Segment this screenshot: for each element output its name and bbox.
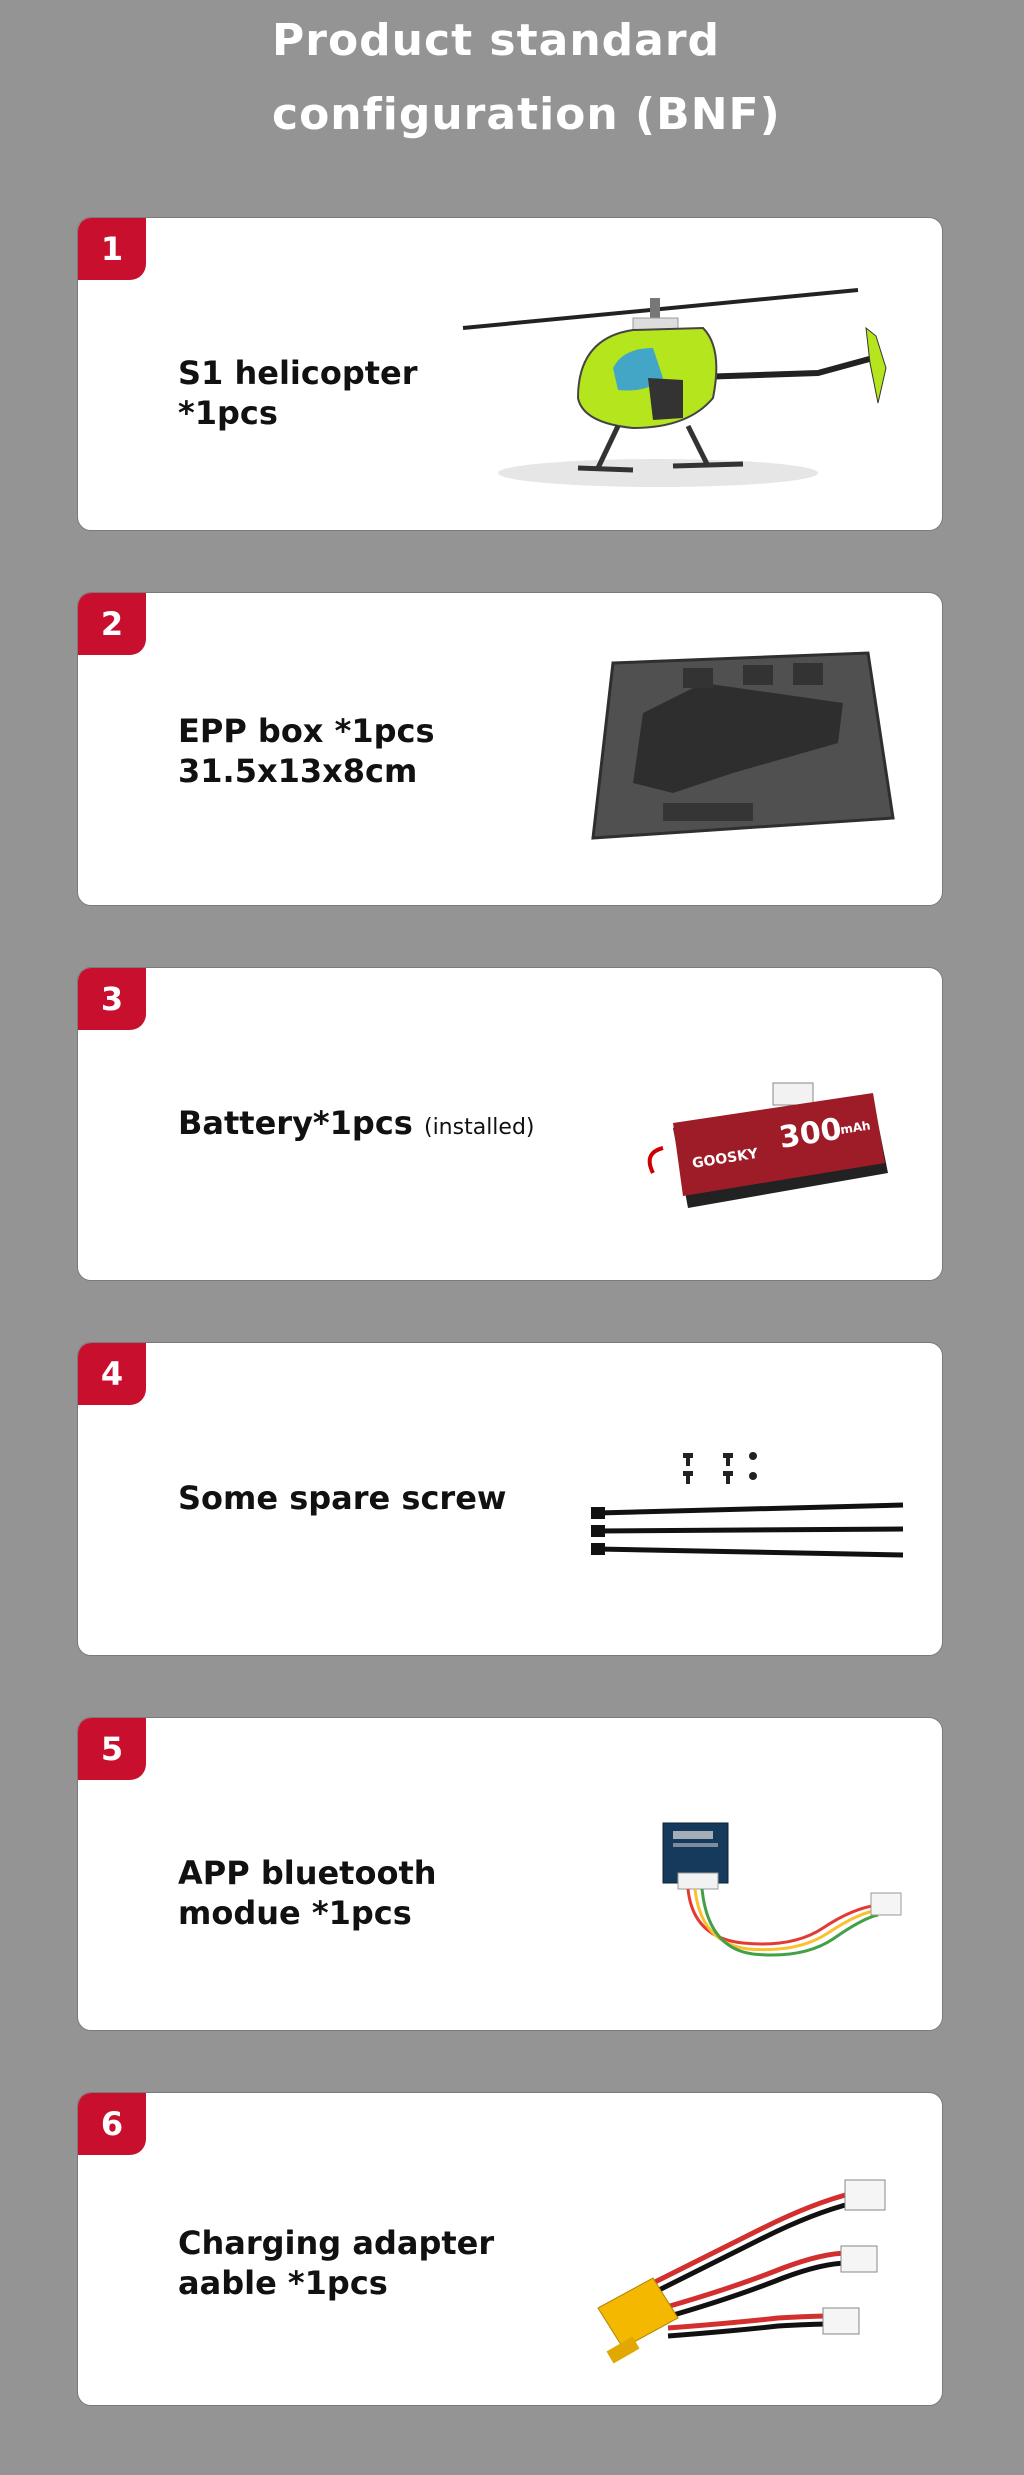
page-title [272, 4, 781, 152]
item-label [178, 353, 418, 433]
helicopter-image [458, 268, 898, 498]
item-number-badge: 3 [78, 968, 146, 1030]
battery-unit-print: mAh [839, 1118, 872, 1137]
item-label-line-1: Some spare screw [178, 1479, 507, 1517]
item-number-badge: 2 [78, 593, 146, 655]
item-label [178, 1103, 535, 1148]
item-number-badge: 5 [78, 1718, 146, 1780]
item-label [178, 1853, 437, 1933]
item-label-line-1: Charging adapter [178, 2224, 495, 2262]
item-number-badge: 1 [78, 218, 146, 280]
item-label-line-1: APP bluetooth [178, 1854, 437, 1892]
item-label-line-2: modue *1pcs [178, 1894, 412, 1932]
spare-screws-image [583, 1443, 913, 1573]
battery-brand-print: GOOSKY [691, 1145, 760, 1172]
item-label-line-1: S1 helicopter [178, 354, 418, 392]
bluetooth-module-image [653, 1813, 913, 1983]
item-label [178, 711, 435, 791]
item-label-line-2: *1pcs [178, 394, 278, 432]
item-card-spare-screw [77, 1342, 943, 1656]
charging-cable-image [583, 2158, 903, 2368]
title-line-1: Product standard [272, 15, 721, 66]
item-label-line-2: 31.5x13x8cm [178, 752, 418, 790]
item-card-bluetooth-module [77, 1717, 943, 2031]
item-card-helicopter [77, 217, 943, 531]
item-card-charging-adapter [77, 2092, 943, 2406]
battery-capacity-print: 300 [776, 1111, 845, 1156]
foam-box-image [583, 643, 903, 853]
title-line-2: configuration (BNF) [272, 89, 781, 140]
battery-image [633, 1078, 903, 1228]
item-label-line-1: EPP box *1pcs [178, 712, 435, 750]
item-label [178, 1478, 506, 1518]
item-card-battery [77, 967, 943, 1281]
item-number-badge: 4 [78, 1343, 146, 1405]
item-label [178, 2223, 494, 2303]
item-label-line-1: Battery*1pcs [178, 1104, 413, 1142]
item-label-note: (installed) [423, 1115, 535, 1140]
item-number-badge: 6 [78, 2093, 146, 2155]
item-card-epp-box [77, 592, 943, 906]
item-label-line-2: aable *1pcs [178, 2264, 388, 2302]
